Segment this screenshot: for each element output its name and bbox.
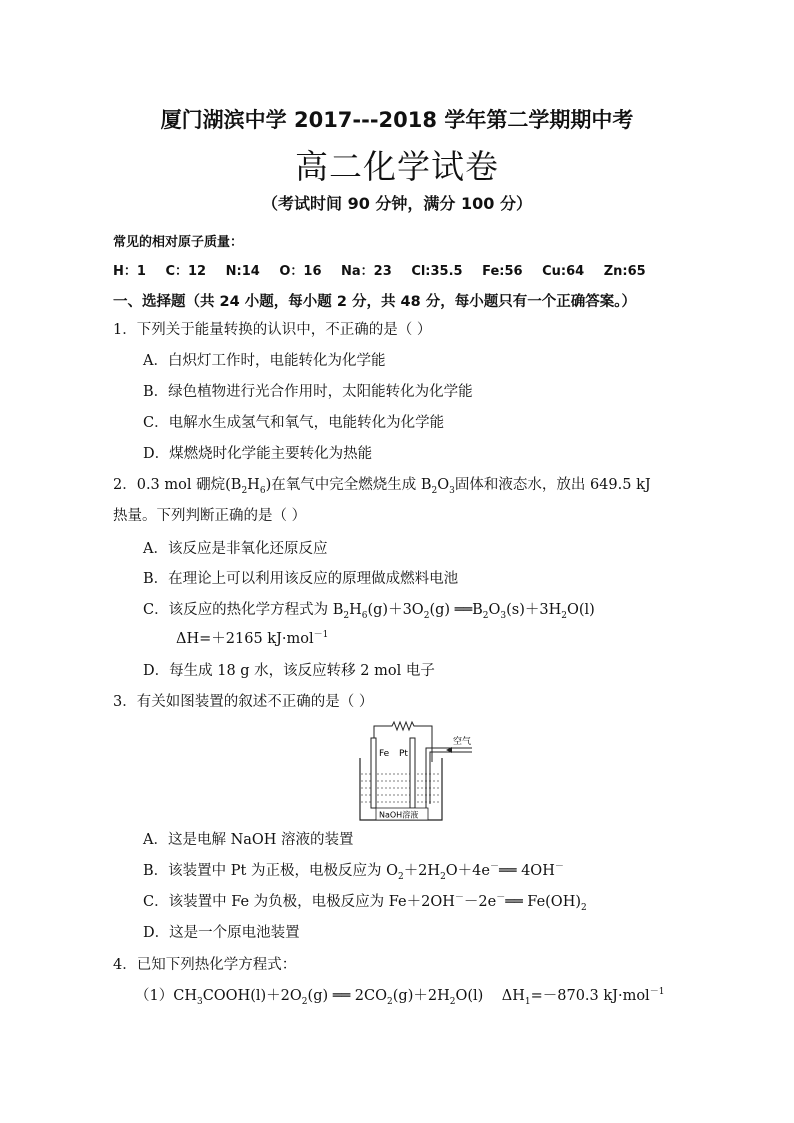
question-3-option-c: C．该装置中 Fe 为负极，电极反应为 Fe＋2OH－－2e－══ $Fe(OH)_2$ (143, 893, 587, 913)
question-1-option-c: C．电解水生成氢气和氧气，电能转化为化学能 (143, 415, 445, 431)
question-2-stem-line2: 热量。下列判断正确的是（ ） (113, 508, 307, 524)
exam-info: （考试时间 90 分钟，满分 100 分） (262, 194, 532, 213)
q4-eq1-part: （1）CH (135, 988, 197, 1004)
pt-electrode (410, 738, 415, 808)
mass-item: C：12 (165, 264, 207, 279)
question-4-stem: 4．已知下列热化学方程式： (113, 957, 297, 973)
question-1-stem: 1．下列关于能量转换的认识中，不正确的是（ ） (113, 322, 432, 338)
mass-item: Cl:35.5 (411, 264, 463, 279)
question-2-option-b: B．在理论上可以利用该反应的原理做成燃料电池 (143, 571, 459, 587)
galvanic-cell-diagram (350, 718, 480, 826)
mass-item: Fe:56 (482, 264, 523, 279)
q4-eq1-dh: ΔH (501, 988, 525, 1004)
atomic-mass-list (113, 260, 661, 279)
question-2-stem: 2．0.3 mol 硼烷$(B_2H_6)$在氧气中完全燃烧生成 $B_2O_3$固体和液态水，放出 649.5 kJ (113, 477, 651, 496)
q2-dh-value: ΔH=＋2165 kJ·mol (176, 631, 314, 647)
air-tube (426, 748, 472, 808)
q2-stem-part: 固体和液态水，放出 649.5 kJ (454, 477, 651, 493)
fe-label: Fe (379, 749, 390, 759)
question-1-option-a: A．白炽灯工作时，电能转化为化学能 (143, 353, 386, 369)
q3-option-b-part: B．该装置中 Pt 为正极，电极反应为 O (143, 863, 398, 879)
question-2-option-c: C．该反应的热化学方程式为 $B_2H_6(g)+3O_2(g)$ $══B_2O_3(s)+3H_2O(l)$ (143, 602, 595, 621)
q2-stem-part: 2．0.3 mol 硼烷(B (113, 477, 242, 493)
pt-label: Pt (399, 749, 408, 759)
question-3-option-d: D．这是一个原电池装置 (143, 925, 300, 941)
question-2-option-a: A．该反应是非氧化还原反应 (143, 541, 328, 557)
q2-stem-part: )在氧气中完全燃烧生成 B (265, 477, 432, 493)
question-4-equation-1: $(1)CH_3COOH(l)+2O_2(g)$ ══ $2CO_2(g)+2H_2O(l)$ $\Delta H_1=-870.3$ kJ·mol$^{-1}$ (135, 987, 665, 1007)
question-3-stem: 3．有关如图装置的叙述不正确的是（ ） (113, 694, 374, 710)
question-1-option-d: D．煤燃烧时化学能主要转化为热能 (143, 446, 373, 462)
mass-item: N:14 (225, 264, 260, 279)
air-label: 空气 (453, 737, 472, 747)
question-2-option-c-dh: ΔH=＋2165 kJ·mol$^{-1}$ (176, 630, 329, 647)
air-tube-inner (430, 752, 472, 804)
school-header: 厦门湖滨中学 2017---2018 学年第二学期期中考 (160, 108, 634, 132)
mass-item: H：1 (113, 264, 146, 279)
mass-item: Na：23 (341, 264, 392, 279)
mass-item: Cu:64 (542, 264, 585, 279)
question-1-option-b: B．绿色植物进行光合作用时，太阳能转化为化学能 (143, 384, 473, 400)
question-3-option-a: A．这是电解 NaOH 溶液的装置 (143, 832, 354, 848)
fe-electrode (371, 738, 376, 808)
atomic-mass-label: 常见的相对原子质量： (113, 235, 244, 250)
q2-option-c-part: C．该反应的热化学方程式为 B (143, 602, 344, 618)
question-2-option-d: D．每生成 18 g 水，该反应转移 2 mol 电子 (143, 663, 435, 679)
section-heading: 一、选择题（共 24 小题，每小题 2 分，共 48 分，每小题只有一个正确答案。） (113, 294, 636, 310)
q3-option-c-part: C．该装置中 Fe 为负极，电极反应为 Fe＋2OH (143, 894, 455, 910)
mass-item: O：16 (279, 264, 322, 279)
solution-label: NaOH溶液 (379, 810, 419, 820)
question-3-option-b: B．该装置中 Pt 为正极，电极反应为 $O_2+2H_2O+4e^-══$ 4OH－ (143, 862, 564, 882)
page-title: 高二化学试卷 (295, 147, 499, 186)
mass-item: Zn:65 (603, 264, 646, 279)
